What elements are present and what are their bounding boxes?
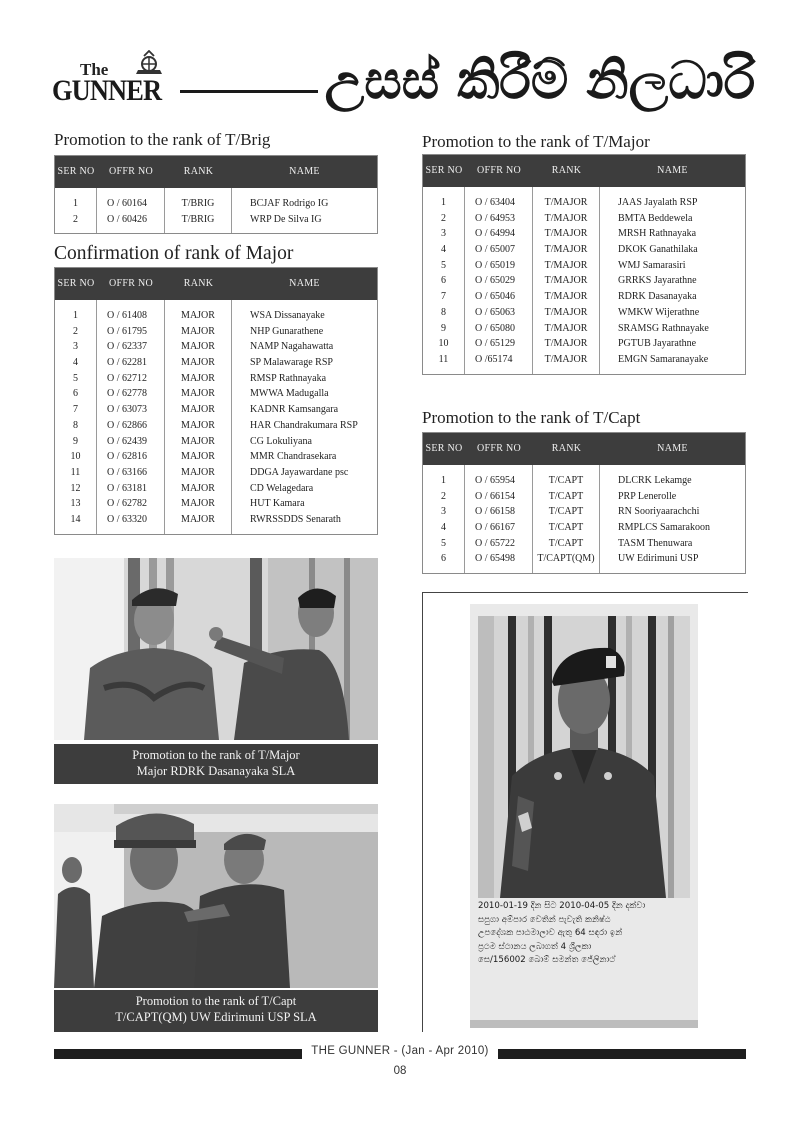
cell-ser: 10 bbox=[438, 338, 449, 350]
cell-ser: 10 bbox=[70, 451, 81, 463]
cell-name: EMGN Samaranayake bbox=[618, 353, 709, 365]
cell-offr-no: O / 64953 bbox=[475, 212, 515, 224]
cell-offr-no: O / 60426 bbox=[107, 213, 147, 225]
cell-name: RN Sooriyaarachchi bbox=[618, 506, 700, 518]
cell-rank: MAJOR bbox=[181, 498, 215, 510]
cell-name: WMKW Wijerathne bbox=[618, 306, 700, 318]
cell-ser: 4 bbox=[441, 522, 446, 534]
masthead bbox=[52, 51, 756, 114]
cell-name: WRP De Silva IG bbox=[250, 213, 322, 225]
cell-offr-no: O / 65019 bbox=[475, 259, 515, 271]
table-header bbox=[55, 156, 377, 188]
cell-ser: 2 bbox=[441, 490, 446, 502]
footer-bar-left bbox=[54, 1049, 302, 1059]
table-major bbox=[54, 267, 378, 535]
cell-name: WSA Dissanayake bbox=[250, 310, 325, 321]
cell-name: DLCRK Lekamge bbox=[618, 475, 692, 486]
cell-ser: 13 bbox=[70, 498, 81, 510]
caption-line: T/CAPT(QM) UW Edirimuni USP SLA bbox=[115, 1010, 317, 1024]
cell-rank: T/BRIG bbox=[181, 213, 215, 225]
page-number: 08 bbox=[393, 1065, 407, 1077]
cell-rank: MAJOR bbox=[181, 482, 215, 494]
col-header-ser: SER NO bbox=[57, 166, 95, 177]
cell-ser: 5 bbox=[441, 537, 446, 549]
col-header-offr: OFFR NO bbox=[108, 166, 154, 177]
column-ser bbox=[423, 187, 465, 374]
cell-name: JAAS Jayalath RSP bbox=[618, 197, 698, 208]
the-gunner-logo bbox=[52, 58, 180, 112]
column-rank bbox=[533, 187, 600, 374]
cell-rank: T/CAPT(QM) bbox=[537, 553, 595, 565]
cell-ser: 1 bbox=[441, 475, 446, 486]
column-offr bbox=[97, 188, 165, 233]
col-header-offr: OFFR NO bbox=[476, 443, 522, 454]
cell-offr-no: O / 62281 bbox=[107, 357, 147, 369]
cell-ser: 9 bbox=[441, 322, 446, 334]
cell-ser: 8 bbox=[441, 306, 446, 318]
cell-ser: 5 bbox=[441, 259, 446, 271]
portrait-caption bbox=[478, 900, 690, 968]
cell-rank: MAJOR bbox=[181, 341, 215, 353]
logo-the: The bbox=[80, 60, 109, 79]
cell-ser: 3 bbox=[441, 506, 446, 518]
photo-tcapt-promotion bbox=[54, 804, 378, 988]
cell-rank: MAJOR bbox=[181, 451, 215, 463]
cell-rank: T/MAJOR bbox=[544, 244, 588, 256]
cell-name: CD Welagedara bbox=[250, 482, 314, 494]
cell-rank: MAJOR bbox=[181, 419, 215, 431]
cell-name: SP Malawarage RSP bbox=[250, 357, 333, 369]
cell-ser: 7 bbox=[73, 404, 78, 416]
cell-offr-no: O / 65498 bbox=[475, 553, 515, 565]
cell-offr-no: O / 61408 bbox=[107, 310, 147, 321]
cell-offr-no: O / 64994 bbox=[475, 228, 515, 240]
cell-name: DKOK Ganathilaka bbox=[618, 244, 698, 256]
cell-rank: MAJOR bbox=[181, 357, 215, 369]
cell-offr-no: O / 65129 bbox=[475, 338, 515, 350]
photo-tcapt-caption bbox=[54, 990, 378, 1032]
col-header-rank: RANK bbox=[551, 165, 582, 176]
cell-rank: MAJOR bbox=[181, 372, 215, 384]
cell-offr-no: O / 63320 bbox=[107, 513, 147, 525]
photo-tmajor-promotion bbox=[54, 558, 378, 740]
section-title-major: Confirmation of rank of Major bbox=[54, 243, 294, 264]
cell-name: PGTUB Jayarathne bbox=[618, 338, 697, 350]
cell-ser: 6 bbox=[441, 275, 446, 287]
cell-offr-no: O / 65080 bbox=[475, 322, 515, 334]
cell-ser: 2 bbox=[73, 325, 78, 337]
column-ser bbox=[423, 465, 465, 573]
column-offr bbox=[465, 187, 533, 374]
footer-publication: THE GUNNER - (Jan - Apr 2010) bbox=[311, 1045, 489, 1057]
cell-name: GRRKS Jayarathne bbox=[618, 275, 697, 287]
cell-rank: T/CAPT bbox=[548, 490, 584, 502]
cell-rank: T/CAPT bbox=[548, 522, 584, 534]
cell-offr-no: O / 66158 bbox=[475, 506, 515, 518]
cell-offr-no: O / 62337 bbox=[107, 341, 147, 353]
column-offr bbox=[465, 465, 533, 573]
col-header-rank: RANK bbox=[183, 278, 214, 289]
table-header bbox=[423, 155, 745, 187]
cell-ser: 7 bbox=[441, 291, 446, 303]
footer-bar-right bbox=[498, 1049, 746, 1059]
table-tbrig bbox=[54, 155, 378, 234]
cell-ser: 5 bbox=[73, 372, 78, 384]
table-header bbox=[423, 433, 745, 465]
cell-rank: T/MAJOR bbox=[544, 259, 588, 271]
cell-offr-no: O / 62439 bbox=[107, 435, 147, 447]
cell-offr-no: O / 66167 bbox=[475, 522, 515, 534]
cell-rank: T/CAPT bbox=[548, 475, 584, 486]
caption-line: ප්‍රථම ස්ථානය ලබාගත් 4 ශ්‍රීලකා bbox=[478, 941, 592, 952]
cell-offr-no: O / 65954 bbox=[475, 475, 515, 486]
cell-offr-no: O / 66154 bbox=[475, 490, 515, 502]
cell-offr-no: O / 62816 bbox=[107, 451, 147, 463]
column-rank bbox=[533, 465, 600, 573]
cell-rank: MAJOR bbox=[181, 466, 215, 478]
cell-offr-no: O / 63181 bbox=[107, 482, 147, 494]
col-header-rank: RANK bbox=[183, 166, 214, 177]
portrait-panel bbox=[470, 604, 698, 1020]
cell-rank: T/MAJOR bbox=[544, 338, 588, 350]
cell-name: KADNR Kamsangara bbox=[250, 404, 339, 416]
caption-line: සෙ/156002 බොම් සමන්ත ජේලිනාථ් bbox=[478, 955, 616, 966]
cell-offr-no: O / 62712 bbox=[107, 372, 147, 384]
cell-ser: 6 bbox=[441, 553, 446, 565]
cell-name: CG Lokuliyana bbox=[250, 435, 312, 447]
cell-ser: 8 bbox=[73, 419, 78, 431]
table-header bbox=[55, 268, 377, 300]
cell-name: MRSH Rathnayaka bbox=[618, 228, 697, 240]
cell-rank: MAJOR bbox=[181, 435, 215, 447]
caption-line: Major RDRK Dasanayaka SLA bbox=[136, 764, 296, 778]
column-name bbox=[600, 465, 745, 573]
cell-rank: T/MAJOR bbox=[544, 212, 588, 224]
col-header-ser: SER NO bbox=[425, 443, 463, 454]
cell-name: TASM Thenuwara bbox=[618, 537, 693, 549]
column-ser bbox=[55, 188, 97, 233]
column-name bbox=[232, 300, 377, 534]
header-rule bbox=[180, 90, 318, 93]
cell-ser: 3 bbox=[441, 228, 446, 240]
cell-rank: T/MAJOR bbox=[544, 197, 588, 208]
table-body bbox=[55, 300, 377, 534]
column-name bbox=[232, 188, 377, 233]
cell-rank: T/BRIG bbox=[181, 198, 215, 209]
cell-name: RDRK Dasanayaka bbox=[618, 291, 697, 303]
cell-rank: T/MAJOR bbox=[544, 306, 588, 318]
cell-name: PRP Lenerolle bbox=[618, 490, 677, 502]
cell-name: RWRSSDDS Senarath bbox=[250, 513, 341, 525]
column-rank bbox=[165, 188, 232, 233]
col-header-rank: RANK bbox=[551, 443, 582, 454]
cell-offr-no: O /65174 bbox=[475, 353, 513, 365]
table-body bbox=[423, 187, 745, 374]
logo-gunner: GUNNER bbox=[52, 74, 162, 107]
caption-line: Promotion to the rank of T/Capt bbox=[135, 994, 297, 1008]
cell-rank: MAJOR bbox=[181, 388, 215, 400]
table-tmajor bbox=[422, 154, 746, 375]
cell-rank: MAJOR bbox=[181, 325, 215, 337]
page-title: උසස් කිරීම් නිලධාරි bbox=[324, 51, 756, 111]
cell-name: BCJAF Rodrigo IG bbox=[250, 198, 329, 209]
cell-ser: 11 bbox=[70, 466, 81, 478]
cell-ser: 4 bbox=[441, 244, 446, 256]
column-offr bbox=[97, 300, 165, 534]
cell-ser: 6 bbox=[73, 388, 78, 400]
caption-line: Promotion to the rank of T/Major bbox=[132, 748, 300, 762]
cell-rank: MAJOR bbox=[181, 404, 215, 416]
col-header-name: NAME bbox=[657, 443, 688, 454]
photo-tmajor-image bbox=[54, 558, 378, 740]
cell-name: MWWA Madugalla bbox=[250, 388, 329, 400]
cell-rank: T/MAJOR bbox=[544, 322, 588, 334]
cell-rank: T/CAPT bbox=[548, 506, 584, 518]
cell-name: MMR Chandrasekara bbox=[250, 451, 337, 463]
cell-name: WMJ Samarasiri bbox=[618, 259, 686, 271]
cell-name: UW Edirimuni USP bbox=[618, 553, 699, 565]
cell-rank: MAJOR bbox=[181, 310, 215, 321]
cell-ser: 1 bbox=[73, 198, 78, 209]
caption-line: 2010-01-19 දින සිට 2010-04-05 දින දක්වා bbox=[478, 901, 646, 911]
section-title-tcapt: Promotion to the rank of T/Capt bbox=[422, 408, 641, 427]
cell-ser: 11 bbox=[438, 353, 449, 365]
cell-offr-no: O / 60164 bbox=[107, 198, 147, 209]
cell-ser: 1 bbox=[441, 197, 446, 208]
col-header-name: NAME bbox=[289, 166, 320, 177]
caption-line: සපුගා අම්පාර වෙතින් පැවැති කනිෂ්ඨ bbox=[478, 914, 611, 925]
column-ser bbox=[55, 300, 97, 534]
table-body bbox=[423, 465, 745, 573]
cell-name: HAR Chandrakumara RSP bbox=[250, 419, 358, 431]
col-header-name: NAME bbox=[289, 278, 320, 289]
cell-offr-no: O / 62778 bbox=[107, 388, 147, 400]
cell-offr-no: O / 63404 bbox=[475, 197, 515, 208]
photo-tmajor-caption bbox=[54, 744, 378, 784]
section-title-tmajor: Promotion to the rank of T/Major bbox=[422, 132, 650, 151]
cell-offr-no: O / 63073 bbox=[107, 404, 147, 416]
cell-rank: T/MAJOR bbox=[544, 228, 588, 240]
portrait-soldier-image bbox=[478, 616, 690, 898]
cell-name: SRAMSG Rathnayake bbox=[618, 322, 709, 334]
cell-offr-no: O / 62866 bbox=[107, 419, 147, 431]
cell-ser: 3 bbox=[73, 341, 78, 353]
cell-name: NHP Gunarathene bbox=[250, 325, 324, 337]
cell-ser: 12 bbox=[70, 482, 81, 494]
portrait-bottom-bar bbox=[470, 1020, 698, 1028]
cell-ser: 1 bbox=[73, 310, 78, 321]
cell-ser: 4 bbox=[73, 357, 78, 369]
cell-ser: 14 bbox=[70, 513, 81, 525]
cell-offr-no: O / 65007 bbox=[475, 244, 515, 256]
section-title-tbrig: Promotion to the rank of T/Brig bbox=[54, 130, 271, 149]
caption-line: උපදේශක පාඨමාලාව ඇතු 64 සඳරා ඉන් bbox=[478, 928, 623, 939]
table-body bbox=[55, 188, 377, 233]
cell-rank: T/MAJOR bbox=[544, 291, 588, 303]
cell-rank: MAJOR bbox=[181, 513, 215, 525]
photo-tcapt-image bbox=[54, 804, 378, 988]
cell-rank: T/CAPT bbox=[548, 537, 584, 549]
cell-name: NAMP Nagahawatta bbox=[250, 341, 334, 353]
cell-rank: T/MAJOR bbox=[544, 353, 588, 365]
cell-name: RMPLCS Samarakoon bbox=[618, 522, 710, 534]
cell-name: RMSP Rathnayaka bbox=[250, 372, 327, 384]
cell-ser: 2 bbox=[441, 212, 446, 224]
cell-offr-no: O / 63166 bbox=[107, 466, 147, 478]
cell-offr-no: O / 61795 bbox=[107, 325, 147, 337]
col-header-offr: OFFR NO bbox=[108, 278, 154, 289]
column-rank bbox=[165, 300, 232, 534]
column-name bbox=[600, 187, 745, 374]
col-header-ser: SER NO bbox=[425, 165, 463, 176]
cell-ser: 9 bbox=[73, 435, 78, 447]
col-header-name: NAME bbox=[657, 165, 688, 176]
cell-offr-no: O / 65046 bbox=[475, 291, 515, 303]
col-header-ser: SER NO bbox=[57, 278, 95, 289]
cell-offr-no: O / 65029 bbox=[475, 275, 515, 287]
cell-ser: 2 bbox=[73, 213, 78, 225]
cell-offr-no: O / 65722 bbox=[475, 537, 515, 549]
cell-name: DDGA Jayawardane psc bbox=[250, 466, 349, 478]
cell-offr-no: O / 62782 bbox=[107, 498, 147, 510]
cell-rank: T/MAJOR bbox=[544, 275, 588, 287]
cell-name: HUT Kamara bbox=[250, 498, 305, 510]
col-header-offr: OFFR NO bbox=[476, 165, 522, 176]
cell-offr-no: O / 65063 bbox=[475, 306, 515, 318]
cell-name: BMTA Beddewela bbox=[618, 212, 693, 224]
table-tcapt bbox=[422, 432, 746, 574]
